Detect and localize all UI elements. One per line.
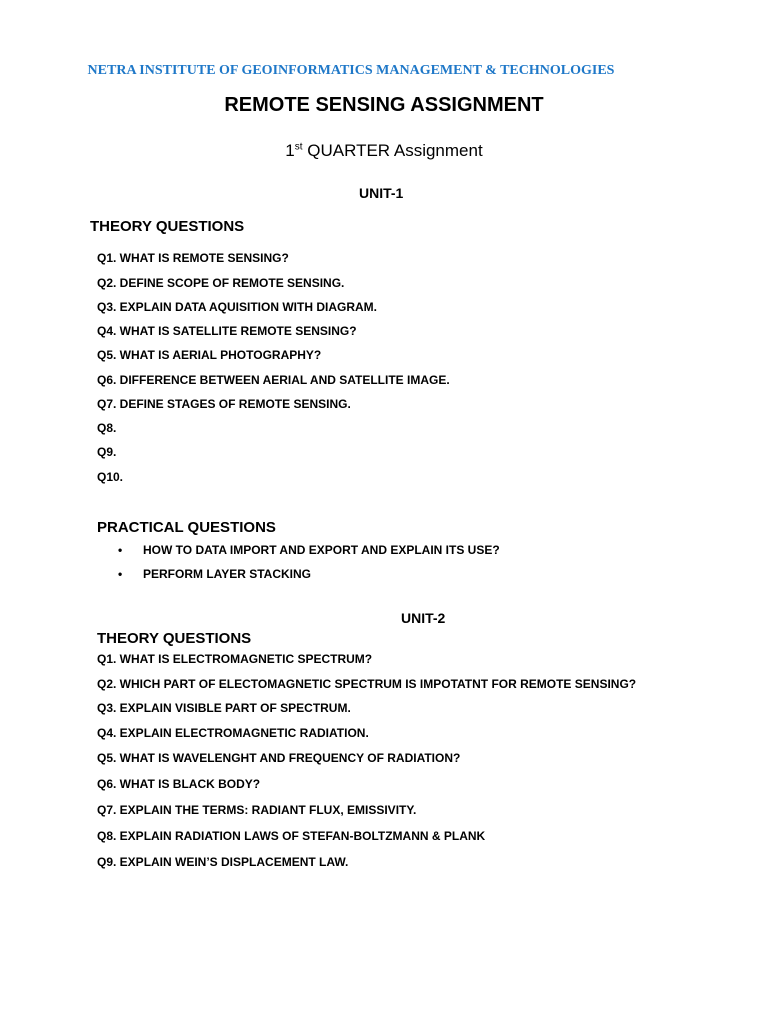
unit-2-question-9: Q9. EXPLAIN WEIN’S DISPLACEMENT LAW. bbox=[97, 855, 349, 869]
unit-2-question-3: Q3. EXPLAIN VISIBLE PART OF SPECTRUM. bbox=[97, 701, 351, 715]
unit-1-question-4: Q4. WHAT IS SATELLITE REMOTE SENSING? bbox=[97, 324, 357, 338]
page-title: REMOTE SENSING ASSIGNMENT bbox=[224, 94, 544, 116]
unit-2-question-1: Q1. WHAT IS ELECTROMAGNETIC SPECTRUM? bbox=[97, 652, 373, 666]
unit-2-question-7: Q7. EXPLAIN THE TERMS: RADIANT FLUX, EMISSIVITY. bbox=[97, 803, 417, 817]
unit-2-question-8: Q8. EXPLAIN RADIATION LAWS OF STEFAN-BOLTZMANN & PLANK bbox=[97, 829, 486, 843]
unit-2-question-2: Q2. WHICH PART OF ELECTOMAGNETIC SPECTRUM IS IMPOTATNT FOR REMOTE SENSING? bbox=[97, 677, 637, 691]
subtitle-number: 1 bbox=[285, 141, 295, 160]
page-subtitle bbox=[0, 141, 768, 161]
subtitle-text: QUARTER Assignment bbox=[302, 141, 483, 160]
unit-1-question-10: Q10. bbox=[97, 470, 124, 484]
unit-1-practical-item-2 bbox=[118, 567, 311, 581]
unit-1-practical-heading: PRACTICAL QUESTIONS bbox=[97, 519, 276, 536]
unit-1-heading: UNIT-1 bbox=[359, 185, 404, 201]
practical-item-text: HOW TO DATA IMPORT AND EXPORT AND EXPLAIN ITS USE? bbox=[143, 543, 500, 557]
institute-name: NETRA INSTITUTE OF GEOINFORMATICS MANAGEMENT & TECHNOLOGIES bbox=[87, 63, 615, 78]
unit-1-practical-item-1 bbox=[118, 543, 500, 557]
unit-2-question-5: Q5. WHAT IS WAVELENGHT AND FREQUENCY OF RADIATION? bbox=[97, 751, 461, 765]
bullet-icon: • bbox=[118, 543, 123, 557]
unit-2-theory-heading: THEORY QUESTIONS bbox=[97, 630, 252, 647]
unit-1-question-8: Q8. bbox=[97, 421, 117, 435]
bullet-icon: • bbox=[118, 567, 123, 581]
unit-1-question-7: Q7. DEFINE STAGES OF REMOTE SENSING. bbox=[97, 397, 351, 411]
unit-2-question-6: Q6. WHAT IS BLACK BODY? bbox=[97, 777, 261, 791]
unit-2-question-4: Q4. EXPLAIN ELECTROMAGNETIC RADIATION. bbox=[97, 726, 369, 740]
unit-2-heading: UNIT-2 bbox=[401, 610, 446, 626]
unit-1-question-1: Q1. WHAT IS REMOTE SENSING? bbox=[97, 251, 289, 265]
unit-1-question-9: Q9. bbox=[97, 445, 117, 459]
unit-1-question-3: Q3. EXPLAIN DATA AQUISITION WITH DIAGRAM. bbox=[97, 300, 377, 314]
unit-1-question-2: Q2. DEFINE SCOPE OF REMOTE SENSING. bbox=[97, 276, 345, 290]
unit-1-theory-heading: THEORY QUESTIONS bbox=[90, 218, 245, 235]
subtitle-superscript: st bbox=[294, 141, 303, 153]
practical-item-text: PERFORM LAYER STACKING bbox=[143, 567, 312, 581]
unit-1-question-6: Q6. DIFFERENCE BETWEEN AERIAL AND SATELLITE IMAGE. bbox=[97, 373, 450, 387]
unit-1-question-5: Q5. WHAT IS AERIAL PHOTOGRAPHY? bbox=[97, 348, 322, 362]
